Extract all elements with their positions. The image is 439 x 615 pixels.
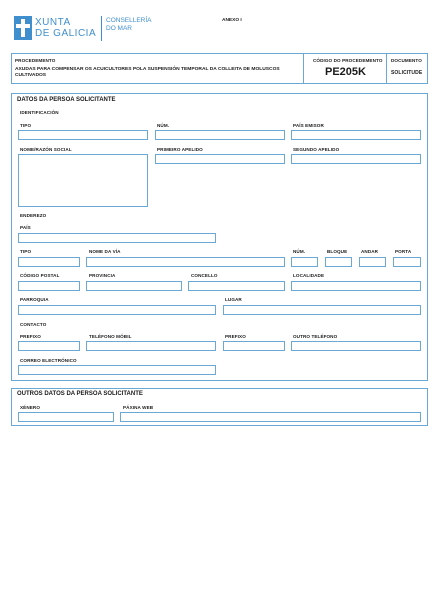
correo-label: CORREO ELECTRÓNICO (20, 358, 77, 363)
primeiro-apelido-label: PRIMEIRO APELIDO (157, 147, 203, 152)
prefixo-2-label: PREFIXO (225, 334, 246, 339)
nome-via-label: NOME DA VÍA (89, 249, 121, 254)
num-via-label: NÚM. (293, 249, 306, 254)
num-field[interactable] (155, 130, 285, 140)
enderezo-heading: ENDEREZO (20, 213, 47, 218)
codigo-postal-label: CÓDIGO POSTAL (20, 273, 60, 278)
andar-label: ANDAR (361, 249, 379, 254)
segundo-apelido-field[interactable] (291, 154, 421, 164)
concello-label: CONCELLO (191, 273, 218, 278)
provincia-label: PROVINCIA (89, 273, 116, 278)
procedure-code-label: CÓDIGO DO PROCEDEMENTO (313, 58, 383, 63)
tipo-via-label: TIPO (20, 249, 32, 254)
procedure-divider-1 (303, 53, 304, 84)
xenero-field[interactable] (18, 412, 114, 422)
procedure-divider-2 (386, 53, 387, 84)
pais-emisor-label: PAÍS EMISOR (293, 123, 324, 128)
outro-telefono-field[interactable] (291, 341, 421, 351)
nome-label: NOME/RAZÓN SOCIAL (20, 147, 72, 152)
annex-label: ANEXO I (222, 18, 242, 23)
identification-heading: IDENTIFICACIÓN (20, 110, 59, 115)
xenero-label: XÉNERO (20, 405, 41, 410)
concello-field[interactable] (188, 281, 285, 291)
andar-field[interactable] (359, 257, 386, 267)
prefixo-label: PREFIXO (20, 334, 41, 339)
prefixo-2-field[interactable] (223, 341, 285, 351)
lugar-field[interactable] (223, 305, 421, 315)
primeiro-apelido-field[interactable] (155, 154, 285, 164)
applicant-title: DATOS DA PERSOA SOLICITANTE (17, 97, 116, 103)
localidade-label: LOCALIDADE (293, 273, 325, 278)
outro-telefono-label: OUTRO TELÉFONO (293, 334, 338, 339)
bloque-field[interactable] (325, 257, 352, 267)
num-via-field[interactable] (291, 257, 318, 267)
xunta-emblem-icon (14, 16, 32, 40)
tipo-label: TIPO (20, 123, 32, 128)
parroquia-label: PARROQUIA (20, 297, 49, 302)
lugar-label: LUGAR (225, 297, 242, 302)
telefono-mobil-field[interactable] (86, 341, 216, 351)
xunta-logo (14, 16, 104, 42)
document-value: SOLICITUDE (391, 70, 423, 76)
parroquia-field[interactable] (18, 305, 216, 315)
segundo-apelido-label: SEGUNDO APELIDO (293, 147, 340, 152)
header-divider (101, 16, 102, 41)
nome-via-field[interactable] (86, 257, 285, 267)
paxina-web-label: PÁXINA WEB (123, 405, 154, 410)
provincia-field[interactable] (86, 281, 182, 291)
contacto-heading: CONTACTO (20, 322, 47, 327)
porta-label: PORTA (395, 249, 412, 254)
procedure-code-value: PE205K (325, 66, 366, 78)
correo-field[interactable] (18, 365, 216, 375)
department-line-1: CONSELLERÍA (106, 17, 152, 24)
procedure-text: AXUDAS PARA COMPENSAR OS ACUICULTORES POLA SUSPENSIÓN TEMPORAL DA COLLEITA DE MOLUSCOS CULTIVADOS (15, 67, 280, 78)
department-line-2: DO MAR (106, 25, 132, 32)
localidade-field[interactable] (291, 281, 421, 291)
pais-field[interactable] (18, 233, 216, 243)
logo-line-1: XUNTA (35, 17, 71, 28)
tipo-field[interactable] (18, 130, 148, 140)
codigo-postal-field[interactable] (18, 281, 80, 291)
paxina-web-field[interactable] (120, 412, 421, 422)
nome-field[interactable] (18, 154, 148, 207)
other-data-title: OUTROS DATOS DA PERSOA SOLICITANTE (17, 391, 143, 397)
telefono-mobil-label: TELÉFONO MÓBIL (89, 334, 132, 339)
procedure-label: PROCEDEMENTO (15, 58, 56, 63)
bloque-label: BLOQUE (327, 249, 348, 254)
document-label: DOCUMENTO (391, 58, 422, 63)
tipo-via-field[interactable] (18, 257, 80, 267)
pais-label: PAÍS (20, 225, 31, 230)
num-label: NÚM. (157, 123, 170, 128)
logo-line-2: DE GALICIA (35, 28, 97, 39)
pais-emisor-field[interactable] (291, 130, 421, 140)
porta-field[interactable] (393, 257, 421, 267)
prefixo-field[interactable] (18, 341, 80, 351)
